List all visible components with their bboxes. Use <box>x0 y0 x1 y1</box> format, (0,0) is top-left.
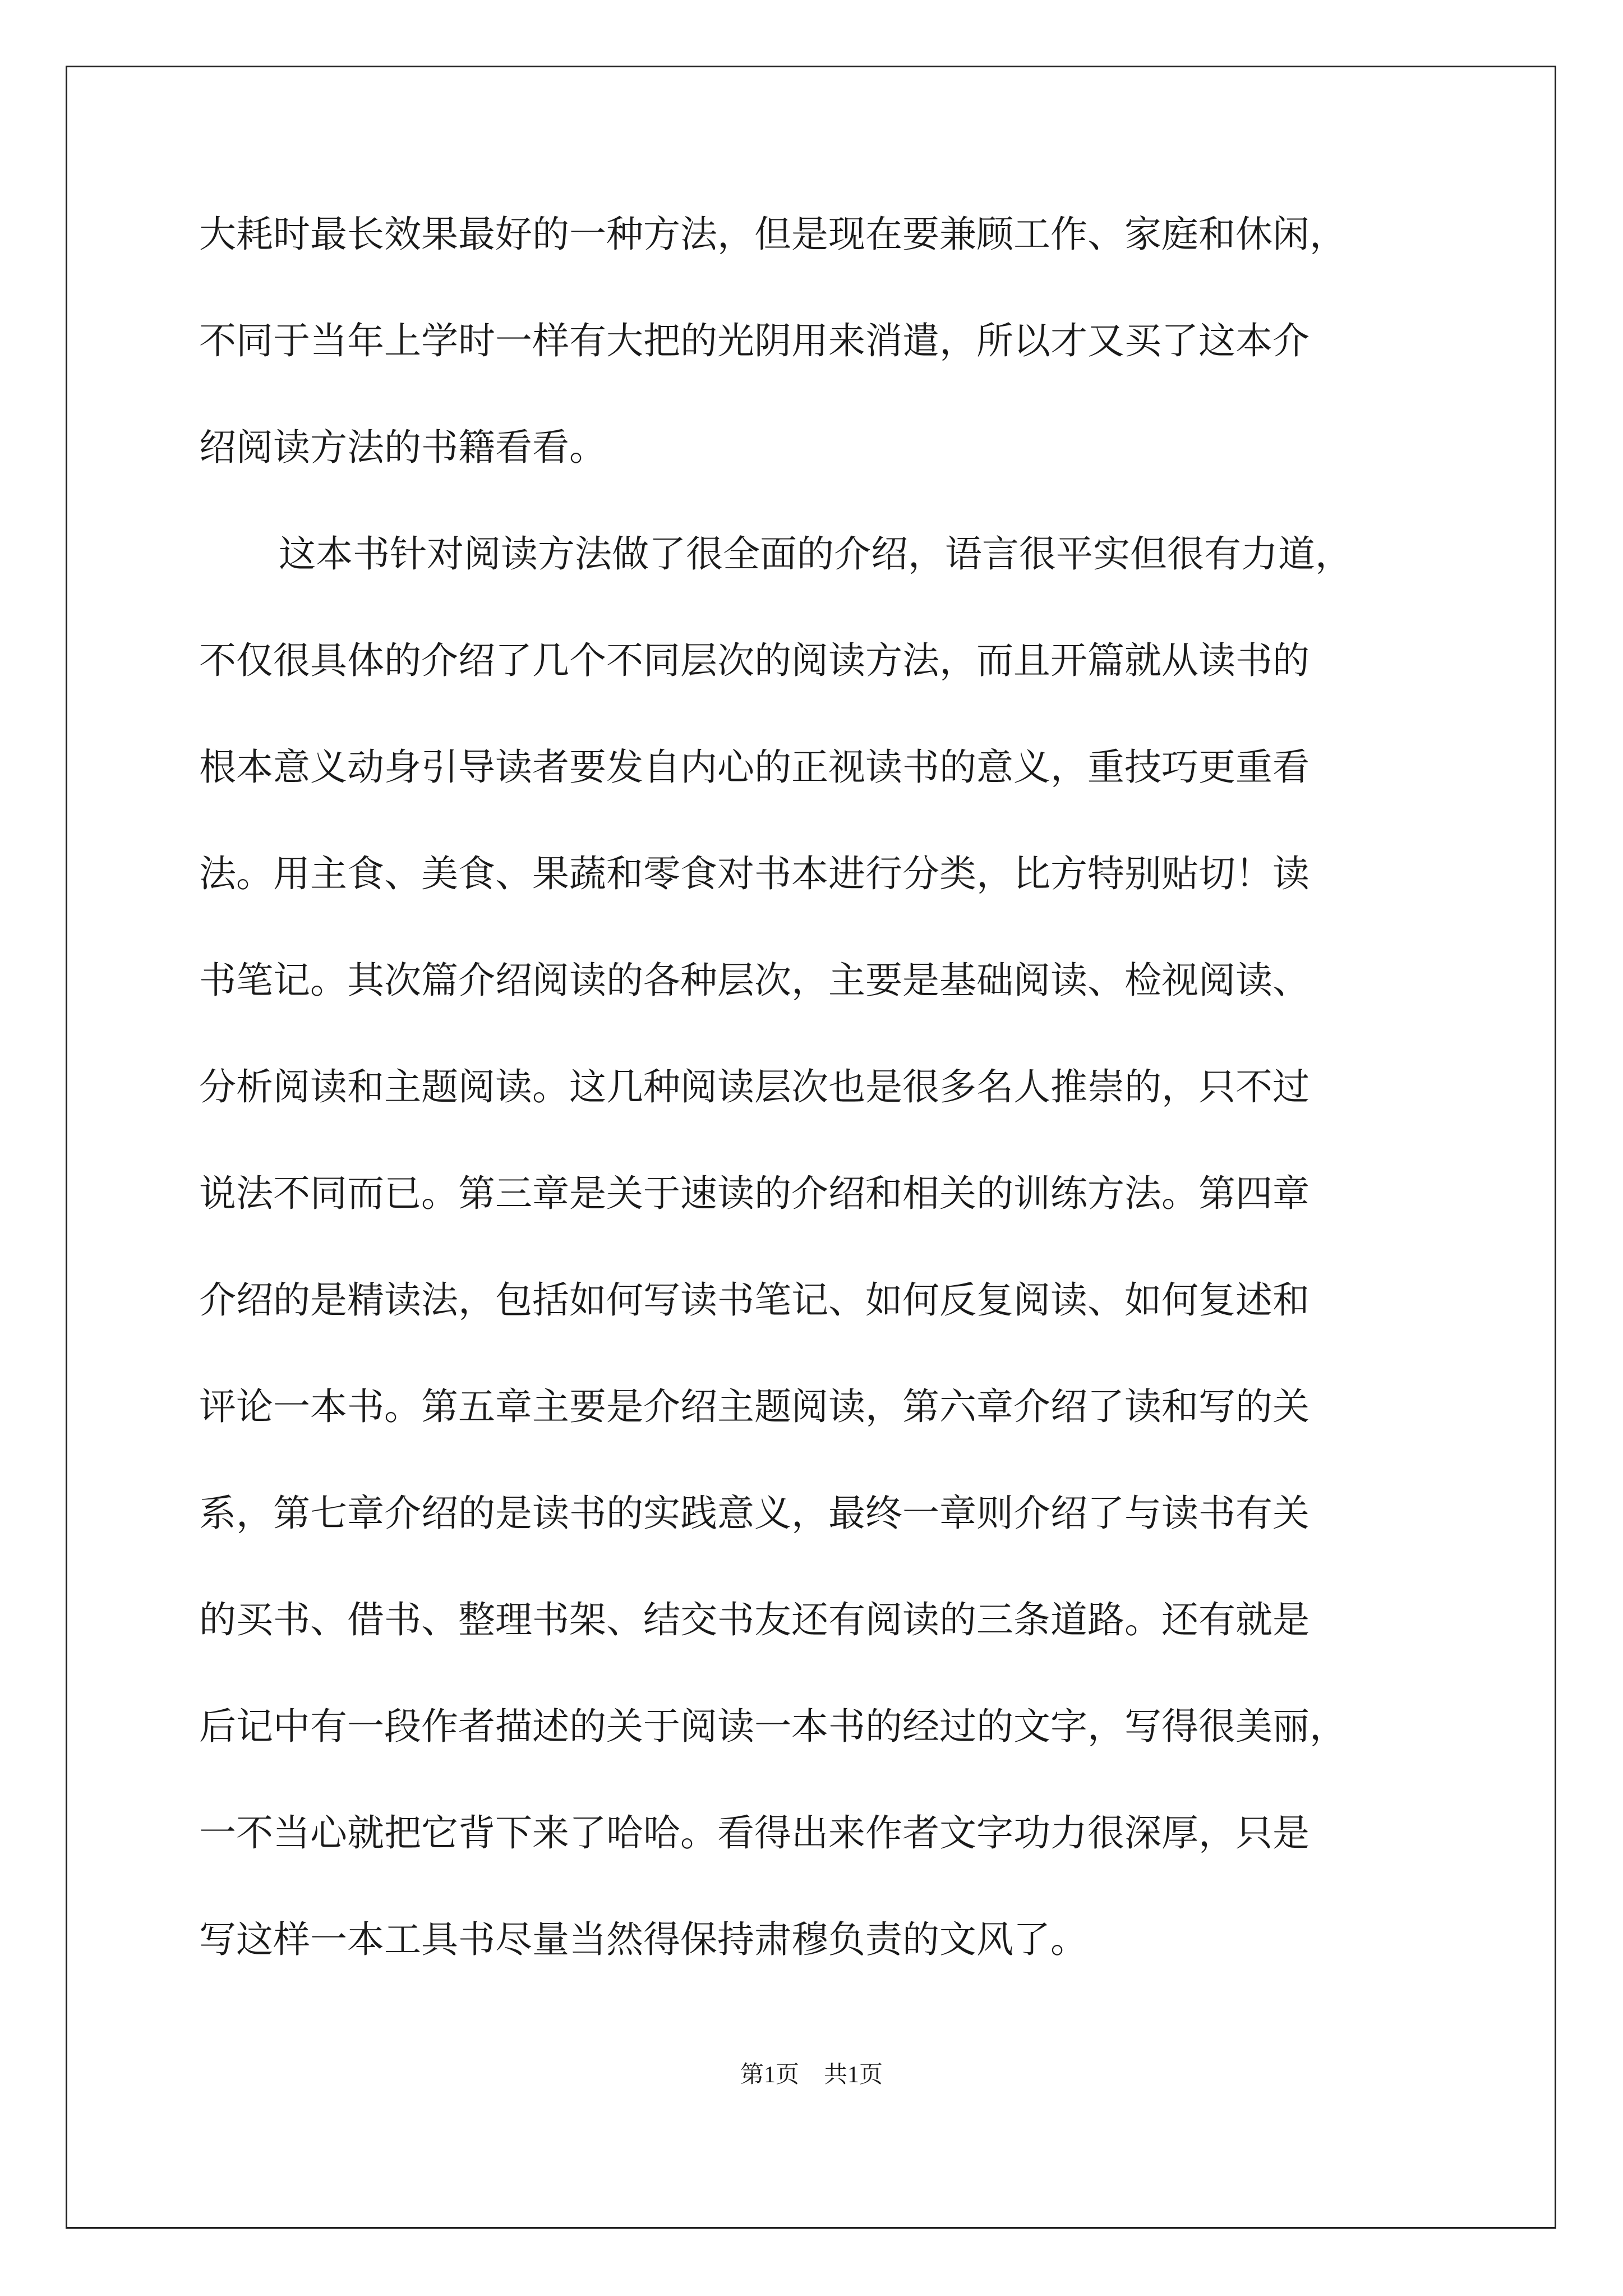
text-line: 根本意义动身引导读者要发自内心的正视读书的意义，重技巧更重看 <box>199 746 1310 789</box>
text-line: 书笔记。其次篇介绍阅读的各种层次，主要是基础阅读、检视阅读、 <box>199 959 1310 1002</box>
text-line: 绍阅读方法的书籍看看。 <box>199 426 606 469</box>
page-number: 第1页 <box>740 2062 799 2088</box>
text-line: 的买书、借书、整理书架、结交书友还有阅读的三条道路。还有就是 <box>199 1598 1310 1641</box>
text-line: 分析阅读和主题阅读。这几种阅读层次也是很多名人推崇的，只不过 <box>199 1065 1310 1108</box>
text-line: 一不当心就把它背下来了哈哈。看得出来作者文字功力很深厚，只是 <box>199 1811 1310 1855</box>
paragraph-first-line: 这本书针对阅读方法做了很全面的介绍，语言很平实但很有力道， <box>279 532 1352 576</box>
page-footer <box>0 2056 1623 2090</box>
text-line: 不同于当年上学时一样有大把的光阴用来消遣，所以才又买了这本介 <box>199 319 1310 362</box>
document-body <box>199 181 1433 1993</box>
text-line: 后记中有一段作者描述的关于阅读一本书的经过的文字，写得很美丽， <box>199 1705 1347 1748</box>
text-line: 说法不同而已。第三章是关于速读的介绍和相关的训练方法。第四章 <box>199 1172 1310 1215</box>
text-line: 系，第七章介绍的是读书的实践意义，最终一章则介绍了与读书有关 <box>199 1492 1310 1535</box>
text-line: 介绍的是精读法，包括如何写读书笔记、如何反复阅读、如何复述和 <box>199 1278 1310 1322</box>
text-line: 评论一本书。第五章主要是介绍主题阅读，第六章介绍了读和写的关 <box>199 1385 1310 1428</box>
text-line: 写这样一本工具书尽量当然得保持肃穆负责的文风了。 <box>199 1918 1087 1961</box>
page-total: 共1页 <box>824 2062 883 2088</box>
text-line: 法。用主食、美食、果蔬和零食对书本进行分类，比方特别贴切！读 <box>199 852 1310 895</box>
text-line: 不仅很具体的介绍了几个不同层次的阅读方法，而且开篇就从读书的 <box>199 639 1310 682</box>
text-line: 大耗时最长效果最好的一种方法，但是现在要兼顾工作、家庭和休闲， <box>199 213 1347 256</box>
